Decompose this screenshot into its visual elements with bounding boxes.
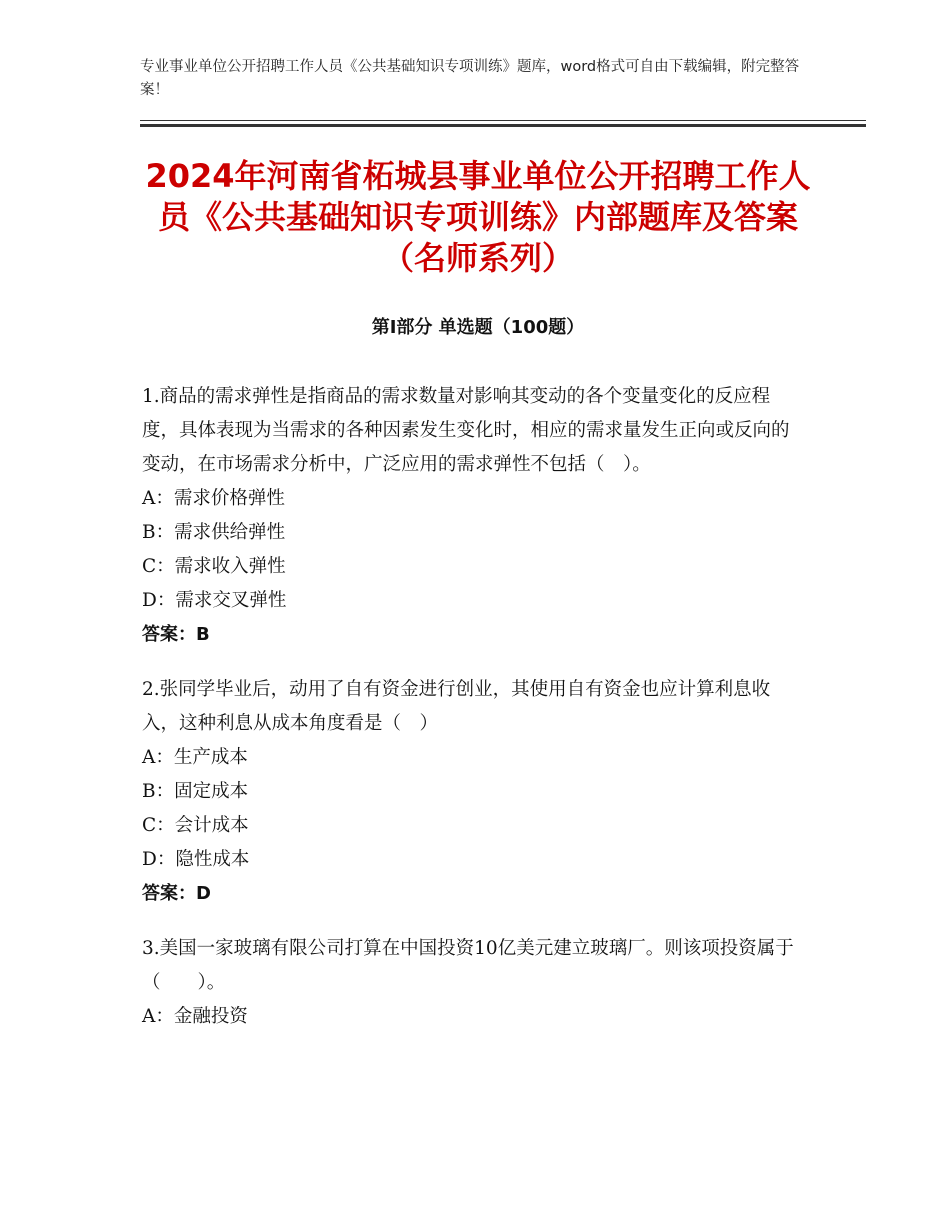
header-divider — [140, 120, 866, 127]
question-text: 1.商品的需求弹性是指商品的需求数量对影响其变动的各个变量变化的反应程度，具体表现为当需求的各种因素发生变化时，相应的需求量发生正向或反向的变动，在市场需求分析中，广泛应用的需求弹性不包括（ ）。 — [142, 386, 790, 475]
option-c: C：需求收入弹性 — [142, 556, 286, 577]
header-note: 专业事业单位公开招聘工作人员《公共基础知识专项训练》题库，word格式可自由下载编辑，附完整答案！ — [140, 59, 800, 98]
question-2 — [142, 673, 802, 911]
question-1 — [142, 380, 802, 652]
answer: 答案：D — [142, 883, 211, 904]
section-title: 第Ⅰ部分 单选题（100题） — [371, 317, 585, 338]
option-d: D：隐性成本 — [142, 849, 250, 870]
question-3 — [142, 932, 802, 1034]
question-text: 3.美国一家玻璃有限公司打算在中国投资10亿美元建立玻璃厂。则该项投资属于（ ）。 — [142, 938, 794, 993]
option-c: C：会计成本 — [142, 815, 249, 836]
option-a: A：生产成本 — [142, 747, 248, 768]
question-text: 2.张同学毕业后，动用了自有资金进行创业，其使用自有资金也应计算利息收入，这种利息从成本角度看是（ ） — [142, 679, 771, 734]
option-b: B：固定成本 — [142, 781, 249, 802]
option-b: B：需求供给弹性 — [142, 522, 286, 543]
question-list — [142, 380, 802, 1055]
option-a: A：需求价格弹性 — [142, 488, 285, 509]
option-a: A：金融投资 — [142, 1006, 248, 1027]
answer: 答案：B — [142, 624, 210, 645]
document-title: 2024年河南省柘城县事业单位公开招聘工作人员《公共基础知识专项训练》内部题库及答案（名师系列） — [145, 157, 811, 277]
option-d: D：需求交叉弹性 — [142, 590, 287, 611]
